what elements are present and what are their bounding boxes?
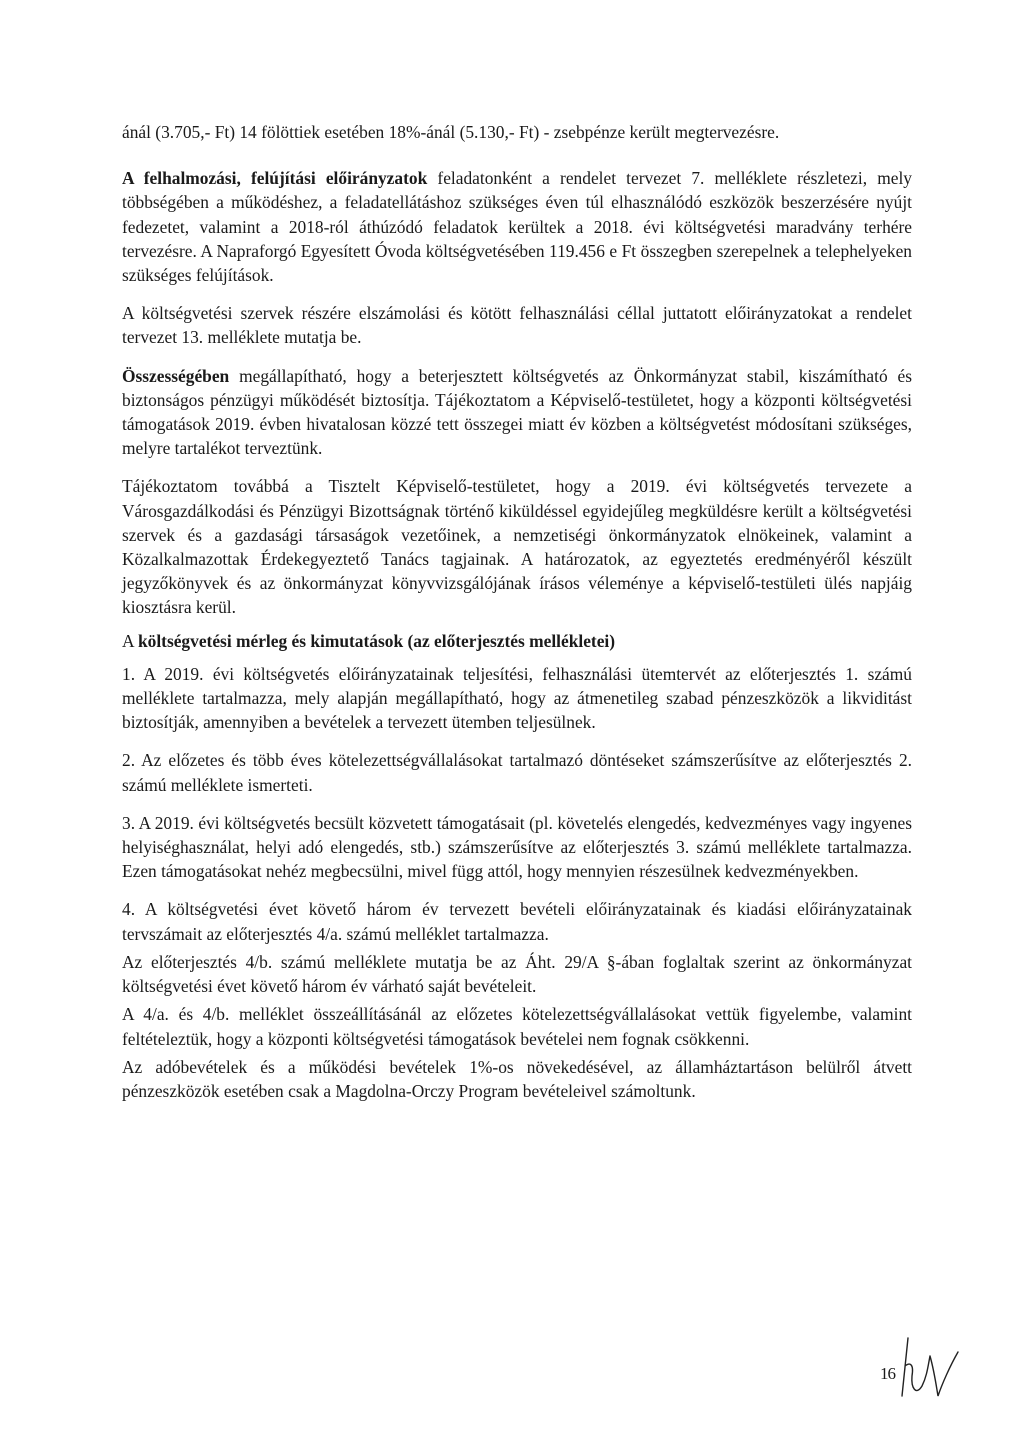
list-item-2: 2. Az előzetes és több éves kötelezettségvállalásokat tartalmazó döntéseket számszerűsítve az előterjesztés 2. számú melléklete ismerteti. bbox=[122, 750, 912, 795]
heading-bold: költségvetési mérleg és kimutatások (az előterjesztés mellékletei) bbox=[137, 630, 616, 651]
paragraph-pocket-money: ánál (3.705,- Ft) 14 fölöttiek esetében 18%-ánál (5.130,- Ft) - zsebpénze került megtervezésre. bbox=[122, 122, 780, 142]
list-item-1: 1. A 2019. évi költségvetés előirányzatainak teljesítési, felhasználási ütemtervét az előterjesztés 1. számú melléklete tartalmazza, mely alapján megállapítható, hogy az átmenetileg szabad pénzeszközök a likviditást biztosítják, amennyiben a bevételek a tervezett ütemben teljesülnek. bbox=[122, 663, 912, 733]
document-body bbox=[122, 120, 912, 1103]
list-item-4d: Az adóbevételek és a működési bevételek 1%-os növekedésével, az államháztartáson belülről átvett pénzeszközök esetében csak a Magdolna-Orczy Program bevételeivel számoltunk. bbox=[122, 1056, 912, 1101]
paragraph-lead-bold: Összességében bbox=[122, 365, 230, 386]
heading-prefix: A bbox=[122, 630, 138, 651]
list-item-4: 4. A költségvetési évet követő három év tervezett bevételi előirányzatainak és kiadási előirányzatainak tervszámait az előterjesztés 4/a. számú melléklet tartalmazza. bbox=[122, 899, 912, 944]
list-item-3: 3. A 2019. évi költségvetés becsült közvetett támogatásait (pl. követelés elengedés, kedvezményes vagy ingyenes helyiséghasználat, helyi adó elengedés, stb.) számszerűsítve az előterjesztés 3. számú melléklete tartalmazza. Ezen támogatásokat nehéz megbecsülni, mivel függ attól, hogy mennyien részesülnek kedvezményekben. bbox=[122, 812, 912, 882]
paragraph-budget-bodies: A költségvetési szervek részére elszámolási és kötött felhasználási céllal juttatott előirányzatokat a rendelet tervezet 13. melléklete mutatja be. bbox=[122, 303, 912, 348]
list-item-4c: A 4/a. és 4/b. melléklet összeállításánál az előzetes kötelezettségvállalásokat vettük figyelembe, valamint feltételeztük, hogy a központi költségvetési támogatások bevételei nem fognak csökkenni. bbox=[122, 1004, 912, 1049]
paragraph-text: megállapítható, hogy a beterjesztett költségvetés az Önkormányzat stabil, kiszámítható és biztonságos pénzügyi működését biztosítja. Tájékoztatom a Képviselő-testületet, hogy a központi költségvetési támogatások 2019. évben hivatalosan közzé tett összegei miatt év közben a költségvetést módosítani szükséges, melyre tartalékot terveztünk. bbox=[122, 365, 912, 459]
paragraph-summary bbox=[122, 364, 912, 461]
list-item-4b: Az előterjesztés 4/b. számú melléklete mutatja be az Áht. 29/A §-ában foglaltak szerint az önkormányzat költségvetési évet követő három év várható saját bevételeit. bbox=[122, 951, 912, 997]
paragraph-lead-bold: A felhalmozási, felújítási előirányzatok bbox=[122, 168, 428, 189]
paragraph-text: feladatonként a rendelet tervezet 7. melléklete részletezi, mely többségében a működéshez, a feladatellátáshoz szükséges éven túl elhasználódó eszközök beszerzésére nyújt fedezetet, valamint a 2018-ról áthúzódó feladatok kerültek a 2018. évi költségvetési maradvány terhére tervezésre. A Napraforgó Egyesített Óvoda költségvetésében 119.456 e Ft összegben szerepelnek a telephelyeken szükséges felújítások. bbox=[122, 168, 912, 286]
section-heading bbox=[122, 629, 912, 653]
page-number: 16 bbox=[880, 1364, 895, 1383]
paragraph-information: Tájékoztatom továbbá a Tisztelt Képviselő-testületet, hogy a 2019. évi költségvetés tervezete a Városgazdálkodási és Pénzügyi Bizottságnak történő kiküldéssel egyidejűleg megküldésre került a költségvetési szervek és a gazdasági társaságok vezetőinek, a nemzetiségi önkormányzatok elnökeinek, valamint a Közalkalmazottak Érdekegyeztető Tanács tagjainak. A határozatok, az egyeztetés eredményéről készült jegyzőkönyvek és az önkormányzat könyvvizsgálójának írásos véleménye a képviselő-testületi ülés napjáig kiosztásra kerül. bbox=[122, 476, 912, 618]
paragraph-renovation-appropriations bbox=[122, 166, 912, 287]
